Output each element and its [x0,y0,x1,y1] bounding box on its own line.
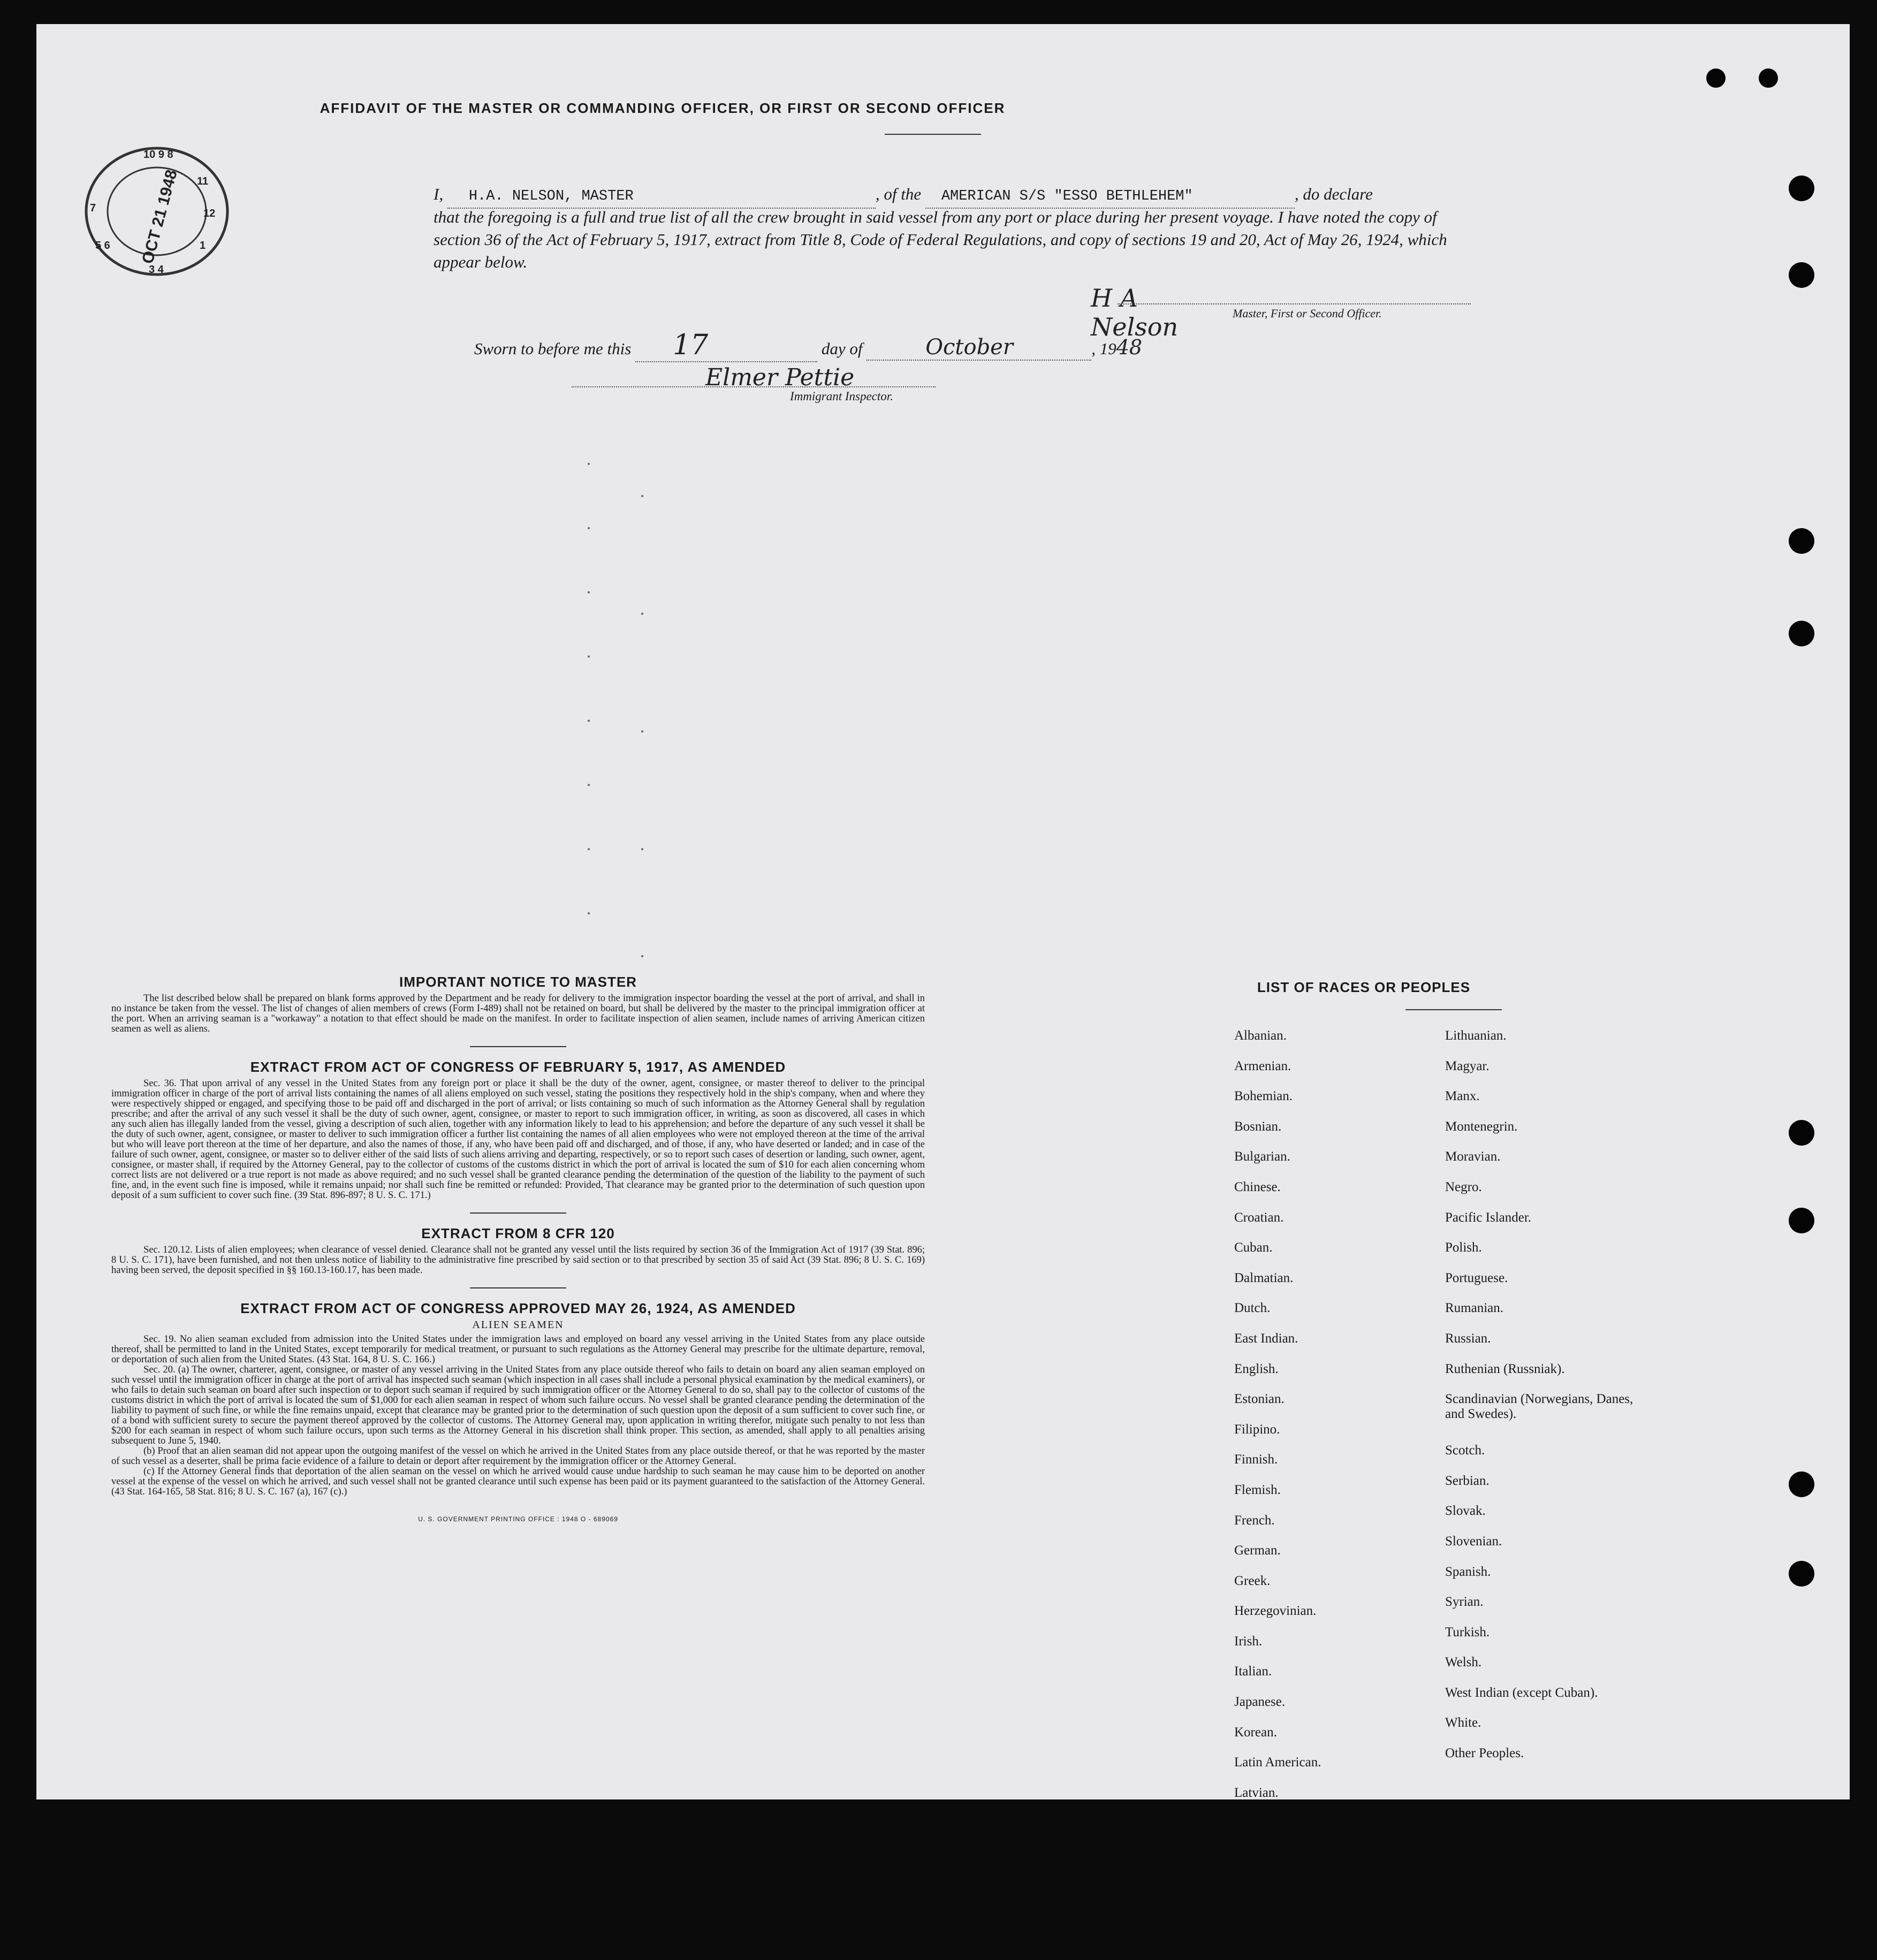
svg-text:3 4: 3 4 [149,264,164,276]
month-field [867,335,1091,361]
section-divider [470,1287,566,1288]
section-divider [470,1212,566,1214]
month-value: October [925,335,1013,360]
svg-text:1: 1 [200,240,206,251]
list-item: Slovak. [1445,1504,1486,1519]
list-item: Greek. [1234,1573,1271,1588]
list-item: Albanian. [1234,1028,1287,1043]
list-item: Bulgarian. [1234,1149,1290,1164]
list-item: Bosnian. [1234,1119,1282,1134]
list-item: Latin American. [1234,1755,1321,1770]
binder-hole [1706,68,1726,88]
extract-cfr-text: Sec. 120.12. Lists of alien employees; when clearance of vessel denied. Clearance shall not be granted any vessel until the lists required by section 36 of the Immigration Act of 1917 (39 Stat. 896; 8 U. S. C. 171), have been furnished, and not then unless notice of liability to the administrative fine prescribed by said section or to that prescribed by section 35 of said Act (39 Stat. 896; 8 U. S. C. 169) having been served, the deposit specified in §§ 160.13-160.17, has been made. [111,1245,925,1276]
extract-1917-title: EXTRACT FROM ACT OF CONGRESS OF FEBRUARY 5, 1917, AS AMENDED [250,1059,786,1075]
extract-1924-sec20a: Sec. 20. (a) The owner, charterer, agent, consignee, or master of any vessel arriving in the United States from any place outside thereof who fails to detain on board any alien seaman employed on such vessel until the immigration officer in charge at the port of arrival has inspected such seaman (which inspection in all cases shall include a personal physical examination by the medical examiners), or who fails to detain such seaman on board after such inspection or to deport such seaman if required by such immigration officer or the Attorney General to do so, shall pay to the collector of customs of the customs district in which the port of arrival is located the sum of $1,000 for each alien seaman in respect of whom such failure occurs. No vessel shall be granted clearance pending the determination of the liability to payment of such fine, or while the fine remains unpaid, except that clearance may be granted prior to the determination of such question upon the deposit of a sum sufficient to cover such fine, or of a bond with sufficient surety to secure the payment thereof approved by the collector of customs. The Attorney General may, upon application in writing therefor, mitigate such penalty to not less than $200 for each seaman in respect of whom such failure occurs, upon such terms as the Attorney General in his discretion shall think proper. This section, as amended, shall apply to all penalties arising subsequent to June 5, 1940. [111,1364,925,1446]
list-item: Portuguese. [1445,1270,1508,1285]
list-item: Other Peoples. [1445,1746,1524,1761]
list-item: Filipino. [1234,1422,1280,1437]
extract-1924-sec20c: (c) If the Attorney General finds that deportation of the alien seaman on the vessel on which he arrived would cause undue hardship to such seaman he may cause him to be deported on another vessel at the expense of the vessel on which he arrived, and such vessel shall not be granted clearance until such expense has been paid or its payment guaranteed to the satisfaction of the Attorney General. (43 Stat. 164-165, 58 Stat. 816; 8 U. S. C. 167 (a), 167 (c).) [111,1466,925,1497]
list-item: Turkish. [1445,1625,1490,1639]
svg-text:12: 12 [203,208,216,219]
extract-1924-sec19: Sec. 19. No alien seaman excluded from admission into the United States under the immigration laws and employed on board any vessel arriving in the United States from any place outside thereof, shall be permitted to land in the United States, except temporarily for medical treatment, or pursuant to such regulations as the Attorney General may prescribe for the ultimate departure, removal, or deportation of such alien from the United States. (43 Stat. 164, 8 U. S. C. 166.) [111,1334,925,1365]
list-item: Welsh. [1445,1655,1482,1670]
inspector-signature-line [572,386,936,387]
svg-text:7: 7 [90,202,96,214]
inspector-signature: Elmer Pettie [705,364,855,391]
title-rule [885,134,981,135]
races-title: LIST OF RACES OR PEOPLES [1257,979,1471,995]
list-item: Scotch. [1445,1443,1485,1458]
list-item: Negro. [1445,1179,1482,1194]
list-item: Magyar. [1445,1058,1490,1073]
inspector-caption: Immigrant Inspector. [790,390,893,403]
day-field [635,329,817,362]
list-item: Spanish. [1445,1564,1491,1579]
date-stamp [79,142,234,281]
day-of-text: day of [821,339,863,358]
declare-of-the: , of the [875,185,922,203]
list-item: Estonian. [1234,1392,1285,1407]
list-item: Serbian. [1445,1473,1490,1488]
svg-text:11: 11 [197,176,209,187]
master-name-field: H.A. NELSON, MASTER [447,185,876,209]
list-item: English. [1234,1361,1279,1376]
extract-cfr-title: EXTRACT FROM 8 CFR 120 [421,1225,615,1241]
races-list [1192,979,1674,1799]
master-signature-line [1118,303,1471,304]
year-prefix: , 19 [1091,339,1116,358]
binder-hole [1789,1561,1814,1587]
list-item: East Indian. [1234,1331,1298,1346]
master-signature: H A Nelson [1091,284,1179,341]
declaration-body: that the foregoing is a full and true list of all the crew brought in said vessel from any port or place during her present voyage. I have noted the copy of section 36 of the Act of February 5, 1917, extract from Title 8, Code of Federal Regulations, and copy of sections 19 and 20, Act of May 26, 1924, which appear below. [434,208,1447,271]
list-item: Korean. [1234,1725,1277,1740]
list-item: Irish. [1234,1634,1263,1649]
list-item: Montenegrin. [1445,1119,1518,1134]
extract-1924-sec20b: (b) Proof that an alien seaman did not appear upon the outgoing manifest of the vessel on which he arrived in the United States from any place outside thereof, or that he was reported by the master of such vessel as a deserter, shall be prima facie evidence of a failure to detain or deport after requirement by the immigration officer or the Attorney General. [111,1446,925,1467]
day-value: 17 [673,329,709,361]
sworn-text: Sworn to before me this [474,339,632,358]
list-item: Armenian. [1234,1058,1291,1073]
list-item: Slovenian. [1445,1534,1502,1549]
binder-hole [1789,1120,1814,1146]
list-item: Japanese. [1234,1695,1286,1710]
list-item: Dalmatian. [1234,1270,1294,1285]
list-item: Russian. [1445,1331,1491,1346]
list-item: Finnish. [1234,1452,1278,1467]
binder-hole [1789,528,1814,554]
printer-imprint: U. S. GOVERNMENT PRINTING OFFICE : 1948 O - 689069 [418,1515,618,1523]
year-value: 48 [1116,335,1143,359]
declare-do-declare: , do declare [1294,185,1373,203]
list-item: German. [1234,1543,1281,1558]
list-item: Syrian. [1445,1595,1484,1610]
notice-title: IMPORTANT NOTICE TO MASTER [399,974,637,990]
extract-1917-text: Sec. 36. That upon arrival of any vessel in the United States from any foreign port or place it shall be the duty of the owner, agent, consignee, or master thereof to deliver to the principal immigration officer in charge of the port of arrival lists containing the names of all aliens employed on such vessel, stating the positions they respectively hold in the ship's company, when and where they were respectively shipped or engaged, and specifying those to be paid off and discharged in the port of arrival; or lists containing so much of such information as the Attorney General shall by regulation prescribe; and after the arrival of any such vessel it shall be the duty of such owner, agent, consignee, or master to report to such immigration officer, in writing, as soon as discovered, all cases in which any such alien has illegally landed from the vessel, giving a description of such alien, together with any information likely to lead to his apprehension; and before the departure of any such vessel it shall be the duty of such owner, agent, consignee, or master to deliver to such immigration officer a further list containing the names of all alien employees who were not employed thereon at the time of the arrival but who will leave port thereon at the time of her departure, and also the names of those, if any, who have been paid off and discharged, and of those, if any, who have deserted or landed; and in case of the failure of such owner, agent, consignee, or master so to deliver either of the said lists of such aliens arriving and departing, respectively, or so to report such cases of desertion or landing, such owner, agent, consignee, or master shall, if required by the Attorney General, pay to the collector of customs of the customs district in which the port of arrival is located the sum of $10 for each alien concerning whom correct lists are not delivered or a true report is not made as above required; and no such vessel shall be granted clearance pending the determination of the question of the liability to the payment of such fine, and, in the event such fine is imposed, while it remains unpaid; nor shall such fine be remitted or refunded: Provided, That clearance may be granted prior to the determination of such question upon deposit of a sum sufficient to cover such fine. (39 Stat. 896-897; 8 U. S. C. 171.) [111,1078,925,1201]
list-item: Flemish. [1234,1482,1281,1497]
list-item: Rumanian. [1445,1301,1504,1316]
list-item: Ruthenian (Russniak). [1445,1361,1565,1376]
list-item: Bohemian. [1234,1089,1293,1104]
list-item: Scandinavian (Norwegians, Danes, and Swedes). [1445,1392,1633,1422]
vessel-name-field: AMERICAN S/S "ESSO BETHLEHEM" [925,185,1295,209]
sworn-line [474,329,1142,362]
list-item: Italian. [1234,1664,1272,1679]
binder-hole [1789,621,1814,646]
declare-i: I, [434,185,444,203]
list-item: Latvian. [1234,1785,1279,1799]
extract-1924-title: EXTRACT FROM ACT OF CONGRESS APPROVED MAY 26, 1924, AS AMENDED [240,1300,796,1316]
binder-hole [1789,262,1814,288]
svg-text:5 6: 5 6 [95,240,110,251]
races-column-right [1445,1028,1648,1776]
list-item: Moravian. [1445,1149,1501,1164]
master-caption: Master, First or Second Officer. [1233,307,1382,320]
affidavit-title: AFFIDAVIT OF THE MASTER OR COMMANDING OFFICER, OR FIRST OR SECOND OFFICER [320,100,1006,116]
binder-hole [1759,68,1778,88]
list-item: West Indian (except Cuban). [1445,1685,1598,1700]
section-divider [470,1046,566,1047]
binder-hole [1789,1208,1814,1233]
list-item: Polish. [1445,1240,1482,1255]
faint-ruling-marks [588,441,962,993]
svg-text:10 9 8: 10 9 8 [143,149,173,161]
legal-notices [111,974,925,1523]
declaration-line [434,183,1483,209]
extract-1924-subtitle: ALIEN SEAMEN [472,1319,564,1331]
list-item: Dutch. [1234,1301,1271,1316]
binder-hole [1789,176,1814,201]
list-item: Manx. [1445,1089,1480,1104]
notice-text: The list described below shall be prepared on blank forms approved by the Department and be ready for delivery to the immigration inspector boarding the vessel at the port of arrival, and shall in no instance be taken from the vessel. The list of changes of alien members of crews (Form I-489) shall not be retained on board, but shall be delivered by the master to the principal immigration officer at the port. When an arriving seaman is a "workaway" a notation to that effect should be made on the manifest. In order to facilitate inspection of alien seamen, include names of arriving American citizen seamen as well as aliens. [111,993,925,1034]
list-item: French. [1234,1513,1275,1528]
list-item: Chinese. [1234,1179,1281,1194]
list-item: Lithuanian. [1445,1028,1507,1043]
list-item: Pacific Islander. [1445,1210,1532,1225]
stamp-date: OCT 21 1948 [139,167,181,266]
list-item: Croatian. [1234,1210,1284,1225]
list-item: White. [1445,1715,1481,1730]
document-page [36,24,1850,1799]
races-column-left [1234,1028,1321,1799]
list-item: Herzegovinian. [1234,1604,1317,1619]
list-item: Cuban. [1234,1240,1273,1255]
binder-hole [1789,1471,1814,1497]
races-title-rule [1405,1009,1502,1010]
